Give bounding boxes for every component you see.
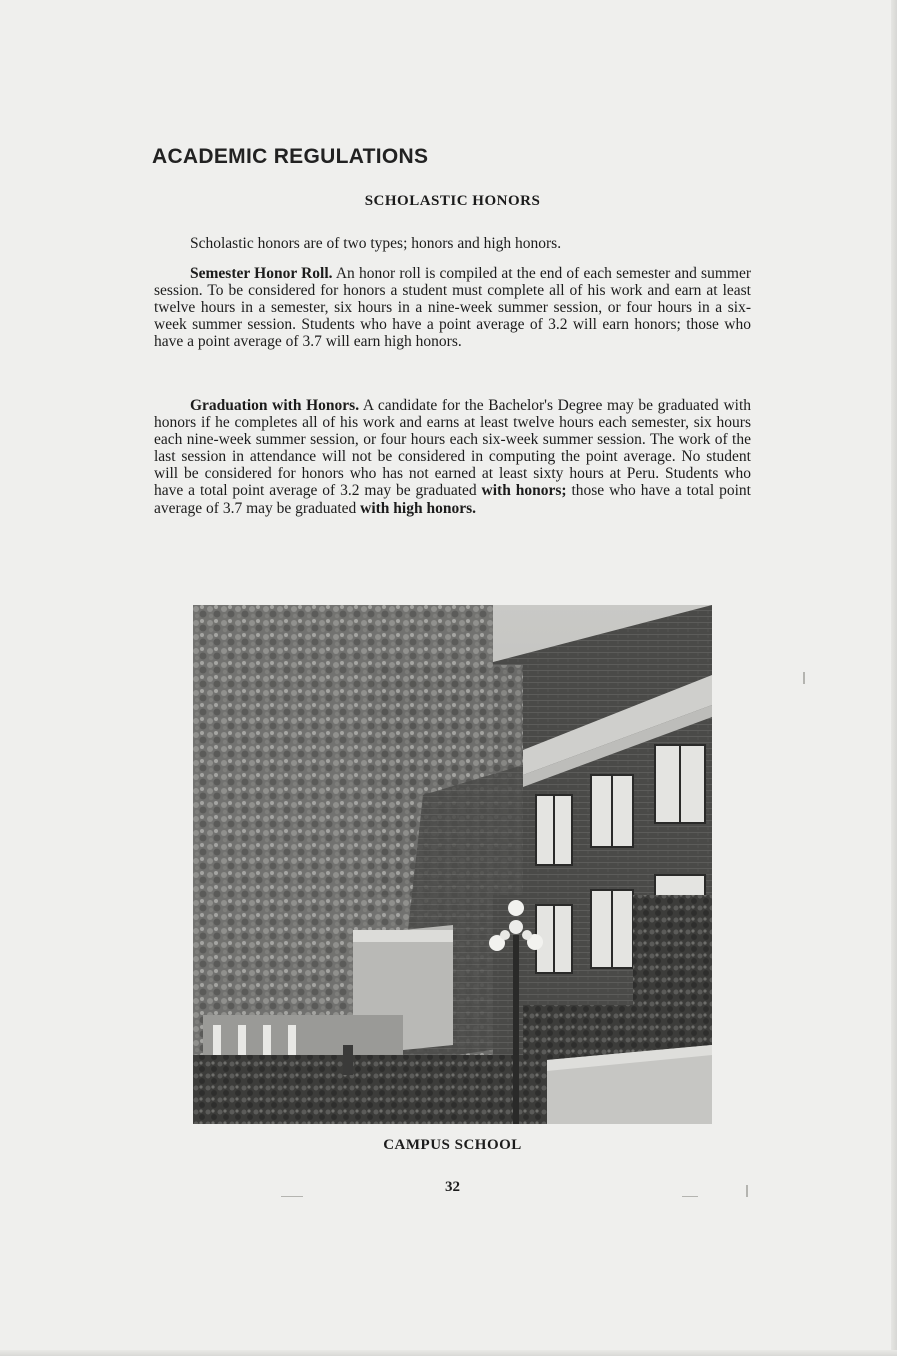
scan-speck — [281, 1196, 303, 1197]
page-edge — [891, 0, 897, 1356]
section-header: ACADEMIC REGULATIONS — [152, 145, 429, 168]
scan-speck — [682, 1196, 698, 1197]
emphasis-text: with high honors. — [360, 499, 476, 517]
graduation-with-honors-paragraph — [154, 397, 751, 517]
scan-speck — [746, 1185, 748, 1197]
page-number: 32 — [445, 1179, 460, 1195]
page-edge-bottom — [0, 1350, 897, 1356]
intro-paragraph: Scholastic honors are of two types; honors and high honors. — [190, 235, 562, 252]
photo-caption: CAMPUS SCHOOL — [383, 1137, 522, 1153]
campus-school-photo — [193, 605, 712, 1124]
scan-speck — [803, 672, 805, 684]
paragraph-text: A candidate for the Bachelor's Degree may be graduated with honors if he completes all of his work and earns at least twelve hours each semester, six hours each nine-week summer session, or four hours each six-week summer session. The work of the last session in attendance will not be considered in computing the point average. No student will be considered for honors who has not earned at least sixty hours at Peru. Students who have a total point average of 3.2 may be graduated — [154, 397, 751, 500]
paragraph-text: An honor roll is compiled at the end of each semester and summer session. To be considered for honors a student must complete all of his work and earn at least twelve hours in a semester, six hours in a nine-week summer session, or four hours in a six-week summer session. Students who have a point average of 3.2 will earn honors; those who have a point average of 3.7 will earn high honors. — [154, 265, 751, 351]
paragraph-lead: Graduation with Honors. — [190, 397, 360, 414]
emphasis-text: with honors; — [481, 482, 567, 500]
paragraph-text: those who have a total point average of 3.7 may be graduated — [154, 482, 751, 517]
section-heading: SCHOLASTIC HONORS — [364, 193, 541, 209]
paragraph-lead: Semester Honor Roll. — [190, 265, 333, 282]
semester-honor-roll-paragraph — [154, 265, 751, 350]
